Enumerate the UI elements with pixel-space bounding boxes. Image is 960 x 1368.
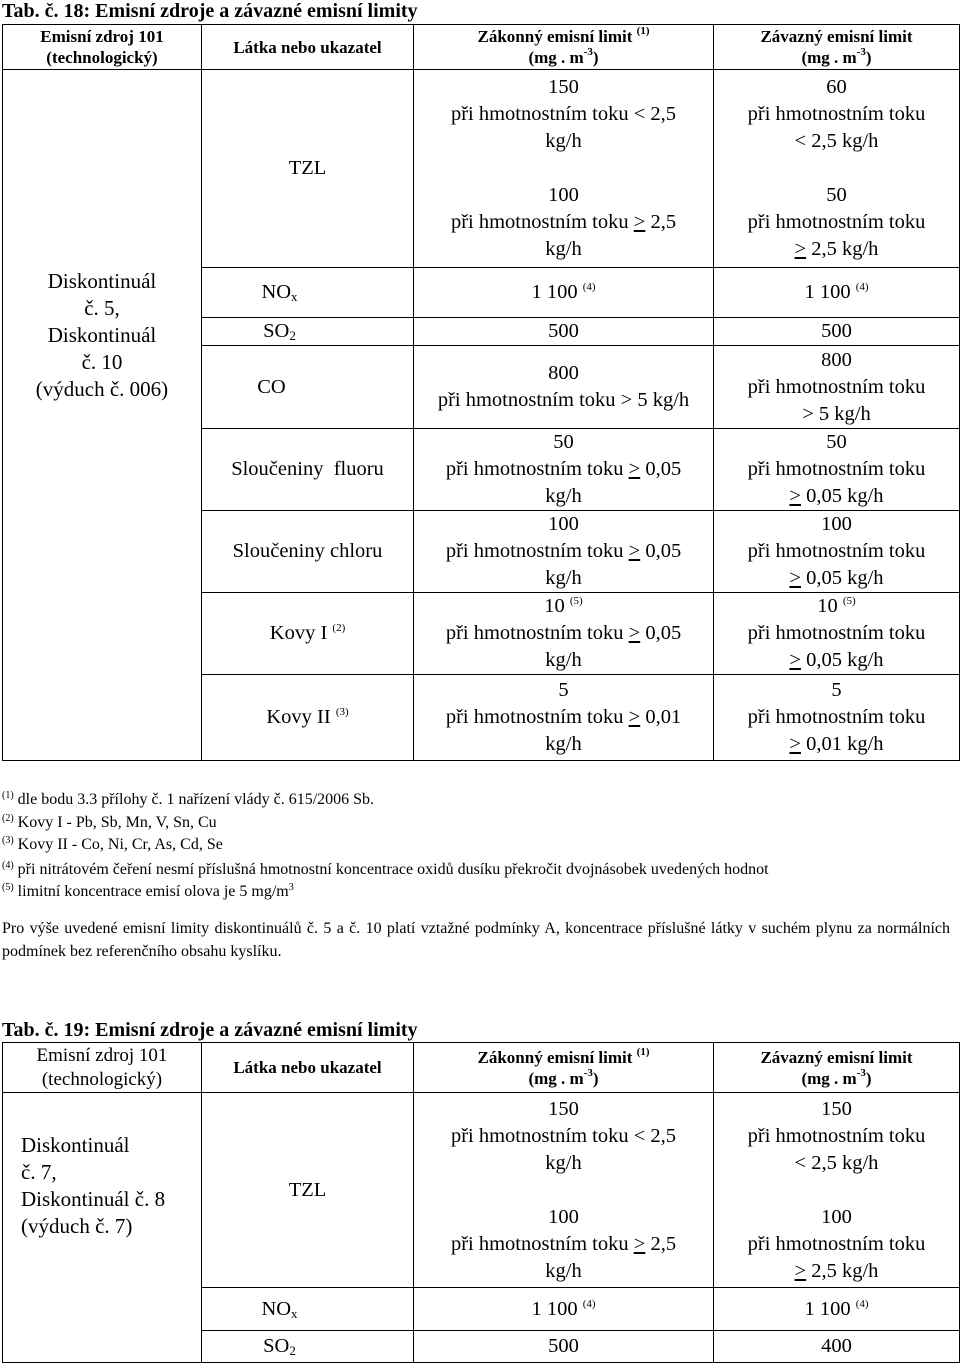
limit-threshold: 2,5 [650, 211, 677, 233]
footnote-3 [2, 835, 223, 855]
limit-value: 500 [548, 1335, 579, 1357]
limit-value: 10 [544, 595, 565, 617]
footnote-ref: (4) [855, 1297, 869, 1310]
table19-header-row [3, 1043, 960, 1093]
source-line: (výduch č. 006) [35, 376, 169, 401]
limit-threshold: 0,01 kg/h [806, 733, 884, 755]
source-line: č. 7, [21, 1160, 57, 1184]
limit-value: 1 100 [531, 1297, 578, 1320]
substance-fluor [202, 429, 414, 511]
limit-value: 500 [821, 320, 852, 342]
header-source-line2: (technologický) [46, 48, 158, 67]
binding-chlor [714, 511, 960, 593]
limit-value: 150 [821, 1097, 852, 1120]
legal-nox [414, 1288, 714, 1331]
table18-source-cell [3, 70, 202, 761]
limit-value: 400 [821, 1335, 852, 1357]
limit-threshold: 0,05 kg/h [806, 485, 884, 507]
geq-sign: > [794, 238, 807, 260]
unit-exponent: -3 [583, 46, 593, 58]
limit-value: 100 [548, 184, 579, 206]
footnote-mark: (1) [2, 790, 14, 801]
substance-kovy2 [202, 675, 414, 761]
footnote-ref: (5) [842, 595, 856, 607]
limit-condition: při hmotnostním toku [747, 211, 926, 233]
legal-tzl [414, 70, 714, 268]
substance-name: Sloučeniny fluoru [231, 458, 384, 480]
limit-value: 50 [553, 431, 574, 453]
limit-condition: při hmotnostním toku [747, 622, 926, 644]
substance-name: Kovy I [269, 622, 328, 644]
limit-value: 150 [548, 1097, 579, 1120]
table19-title: Tab. č. 19: Emisní zdroje a závazné emisní limity [2, 1019, 418, 1041]
limit-condition: při hmotnostním toku [450, 1232, 629, 1255]
substance-kovy1 [202, 593, 414, 675]
substance-so2 [202, 1331, 414, 1363]
binding-nox [714, 268, 960, 318]
footnote-2 [2, 813, 217, 833]
geq-sign: > [789, 567, 801, 589]
header-source-line1: Emisní zdroj 101 [36, 1044, 168, 1066]
subscript: 2 [289, 328, 296, 343]
limit-value: 800 [548, 362, 579, 384]
binding-kovy1 [714, 593, 960, 675]
table18-title: Tab. č. 18: Emisní zdroje a závazné emisní limity [2, 0, 418, 22]
limit-unit: kg/h [545, 1151, 582, 1174]
header-binding-limit [714, 1043, 960, 1093]
limit-value: 100 [548, 1205, 579, 1228]
binding-co [714, 346, 960, 429]
limit-threshold: > 5 kg/h [802, 402, 871, 425]
substance-so2 [202, 318, 414, 346]
unit-label: (mg . m [801, 1068, 857, 1088]
limit-unit: kg/h [545, 238, 582, 260]
footnote-ref: (3) [335, 706, 349, 718]
substance-name: SO [263, 320, 290, 342]
subscript: x [291, 289, 298, 304]
footnote-text: Kovy II - Co, Ni, Cr, As, Cd, Se [17, 836, 223, 853]
geq-sign: > [794, 1259, 807, 1282]
footnote-4 [2, 860, 769, 880]
limit-threshold: 0,05 kg/h [806, 567, 884, 589]
header-legal-limit [414, 1043, 714, 1093]
footnote-5 [2, 882, 294, 902]
unit-exponent: -3 [856, 46, 866, 58]
limit-value: 500 [548, 320, 579, 342]
binding-so2 [714, 1331, 960, 1363]
binding-tzl [714, 1093, 960, 1288]
footnote-ref: (4) [855, 281, 869, 293]
footnote-ref: (4) [582, 1297, 596, 1310]
table19-source-cell [3, 1093, 202, 1363]
limit-value: 800 [821, 348, 852, 371]
limit-threshold: 2,5 [650, 1232, 677, 1255]
substance-chlor [202, 511, 414, 593]
substance-name: SO [263, 1335, 290, 1357]
limit-condition: při hmotnostním toku [747, 375, 926, 398]
unit-close: ) [865, 48, 872, 67]
limit-condition: při hmotnostním toku [747, 540, 926, 562]
substance-name: TZL [288, 1178, 327, 1201]
source-line: (výduch č. 7) [21, 1214, 133, 1238]
geq-sign: > [628, 458, 641, 480]
limit-condition: při hmotnostním toku < 2,5 [450, 103, 677, 125]
footnote-ref: (1) [636, 25, 650, 37]
source-line: č. 10 [81, 349, 123, 374]
substance-name: TZL [288, 157, 327, 179]
limit-threshold: 2,5 kg/h [811, 1259, 879, 1282]
limit-condition: při hmotnostním toku [445, 706, 624, 728]
limit-threshold: < 2,5 kg/h [794, 130, 879, 152]
limit-condition: při hmotnostním toku > 5 kg/h [437, 389, 690, 411]
unit-exponent: -3 [856, 1066, 866, 1079]
geq-sign: > [789, 733, 801, 755]
limit-condition: při hmotnostním toku [747, 706, 926, 728]
table18-header-row [3, 25, 960, 70]
header-source-line2: (technologický) [41, 1068, 163, 1090]
footnote-1 [2, 790, 374, 810]
header-legal-limit [414, 25, 714, 70]
legal-kovy1 [414, 593, 714, 675]
legal-so2 [414, 1331, 714, 1363]
binding-so2 [714, 318, 960, 346]
limit-unit: kg/h [545, 649, 582, 671]
header-substance-label: Látka nebo ukazatel [233, 37, 382, 57]
substance-co [202, 346, 414, 429]
substance-name: NO [261, 281, 292, 303]
limit-value: 50 [826, 184, 847, 206]
legal-tzl [414, 1093, 714, 1288]
limit-condition: při hmotnostním toku [747, 1232, 926, 1255]
limit-value: 1 100 [804, 281, 851, 303]
table18-row-tzl [3, 70, 960, 268]
header-substance [202, 1043, 414, 1093]
footnote-ref: (2) [332, 622, 346, 634]
header-substance [202, 25, 414, 70]
subscript: 2 [289, 1343, 296, 1358]
limit-threshold: < 2,5 kg/h [794, 1151, 879, 1174]
binding-fluor [714, 429, 960, 511]
subscript: x [291, 1305, 298, 1321]
unit-exponent: 3 [288, 882, 294, 893]
substance-name: Sloučeniny chloru [232, 540, 383, 562]
limit-condition: při hmotnostním toku [445, 622, 624, 644]
legal-co [414, 346, 714, 429]
substance-name: NO [261, 1297, 292, 1320]
footnote-mark: (4) [2, 860, 14, 871]
source-line: Diskontinuál [47, 268, 157, 293]
limit-unit: kg/h [545, 733, 582, 755]
limit-condition: při hmotnostním toku [450, 211, 629, 233]
substance-nox [202, 1288, 414, 1331]
limit-condition: při hmotnostním toku < 2,5 [450, 1124, 677, 1147]
header-legal-limit-label: Zákonný emisní limit [477, 1047, 633, 1067]
geq-sign: > [628, 706, 641, 728]
header-substance-label: Látka nebo ukazatel [233, 1058, 382, 1077]
unit-label: (mg . m [801, 48, 857, 67]
footnote-mark: (2) [2, 813, 14, 824]
limit-condition: při hmotnostním toku [445, 458, 624, 480]
geq-sign: > [633, 1232, 646, 1255]
footnote-text: Kovy I - Pb, Sb, Mn, V, Sn, Cu [17, 814, 217, 831]
limit-unit: kg/h [545, 485, 582, 507]
geq-sign: > [633, 211, 646, 233]
limit-condition: při hmotnostním toku [747, 458, 926, 480]
limit-threshold: 0,05 [645, 540, 682, 562]
unit-exponent: -3 [583, 1066, 593, 1079]
unit-close: ) [865, 1068, 872, 1088]
limit-threshold: 0,05 [645, 622, 682, 644]
conditions-paragraph: Pro výše uvedené emisní limity diskontinuálů č. 5 a č. 10 platí vztažné podmínky A, koncentrace příslušné látky v suchém plynu za normálních podmínek bez referenčního obsahu kyslíku. [2, 920, 950, 960]
limit-unit: kg/h [545, 130, 582, 152]
footnote-ref: (4) [582, 281, 596, 293]
legal-kovy2 [414, 675, 714, 761]
limit-threshold: 0,05 [645, 458, 682, 480]
limit-value: 60 [826, 76, 847, 98]
substance-tzl [202, 70, 414, 268]
limit-condition: při hmotnostním toku [445, 540, 624, 562]
limit-threshold: 2,5 kg/h [811, 238, 879, 260]
geq-sign: > [789, 649, 801, 671]
substance-nox [202, 268, 414, 318]
limit-value: 100 [821, 1205, 852, 1228]
footnote-text: dle bodu 3.3 přílohy č. 1 nařízení vlády č. 615/2006 Sb. [17, 791, 375, 808]
limit-value: 100 [821, 513, 852, 535]
limit-value: 5 [558, 679, 569, 701]
header-binding-limit-label: Závazný emisní limit [760, 27, 913, 46]
limit-value: 150 [548, 76, 579, 98]
geq-sign: > [789, 485, 801, 507]
limit-value: 100 [548, 513, 579, 535]
geq-sign: > [628, 622, 641, 644]
footnote-ref: (5) [569, 595, 583, 607]
unit-close: ) [592, 48, 599, 67]
limit-value: 50 [826, 431, 847, 453]
binding-tzl [714, 70, 960, 268]
header-source [3, 25, 202, 70]
limit-value: 1 100 [804, 1297, 851, 1320]
unit-label: (mg . m [528, 1068, 584, 1088]
substance-tzl [202, 1093, 414, 1288]
limit-condition: při hmotnostním toku [747, 103, 926, 125]
limit-value: 5 [831, 679, 842, 701]
header-binding-limit [714, 25, 960, 70]
binding-nox [714, 1288, 960, 1331]
footnote-text: limitní koncentrace emisí olova je 5 mg/m [17, 883, 289, 900]
table19-row-tzl [3, 1093, 960, 1288]
legal-chlor [414, 511, 714, 593]
source-line: Diskontinuál [47, 322, 157, 347]
footnote-text: při nitrátovém čeření nesmí příslušná hmotnostní koncentrace oxidů dusíku překročit dvojnásobek uvedených hodnot [17, 861, 769, 878]
footnote-ref: (1) [636, 1045, 650, 1058]
unit-label: (mg . m [528, 48, 584, 67]
substance-name: CO [257, 375, 286, 398]
header-source-line1: Emisní zdroj 101 [40, 27, 164, 46]
footnote-mark: (3) [2, 835, 14, 846]
limit-condition: při hmotnostním toku [747, 1124, 926, 1147]
legal-fluor [414, 429, 714, 511]
limit-value: 10 [817, 595, 838, 617]
limit-unit: kg/h [545, 1259, 582, 1282]
header-source [3, 1043, 202, 1093]
limit-unit: kg/h [545, 567, 582, 589]
source-line: Diskontinuál [21, 1133, 130, 1157]
header-legal-limit-label: Zákonný emisní limit [477, 27, 633, 46]
source-line: Diskontinuál č. 8 [21, 1187, 166, 1211]
limit-value: 1 100 [531, 281, 578, 303]
source-line: č. 5, [84, 295, 120, 320]
table19 [2, 1042, 960, 1363]
substance-name: Kovy II [266, 706, 331, 728]
binding-kovy2 [714, 675, 960, 761]
legal-nox [414, 268, 714, 318]
geq-sign: > [628, 540, 641, 562]
limit-threshold: 0,05 kg/h [806, 649, 884, 671]
unit-close: ) [592, 1068, 599, 1088]
table18 [2, 24, 960, 761]
limit-threshold: 0,01 [645, 706, 682, 728]
legal-so2 [414, 318, 714, 346]
header-binding-limit-label: Závazný emisní limit [760, 1047, 913, 1067]
footnote-mark: (5) [2, 882, 14, 893]
